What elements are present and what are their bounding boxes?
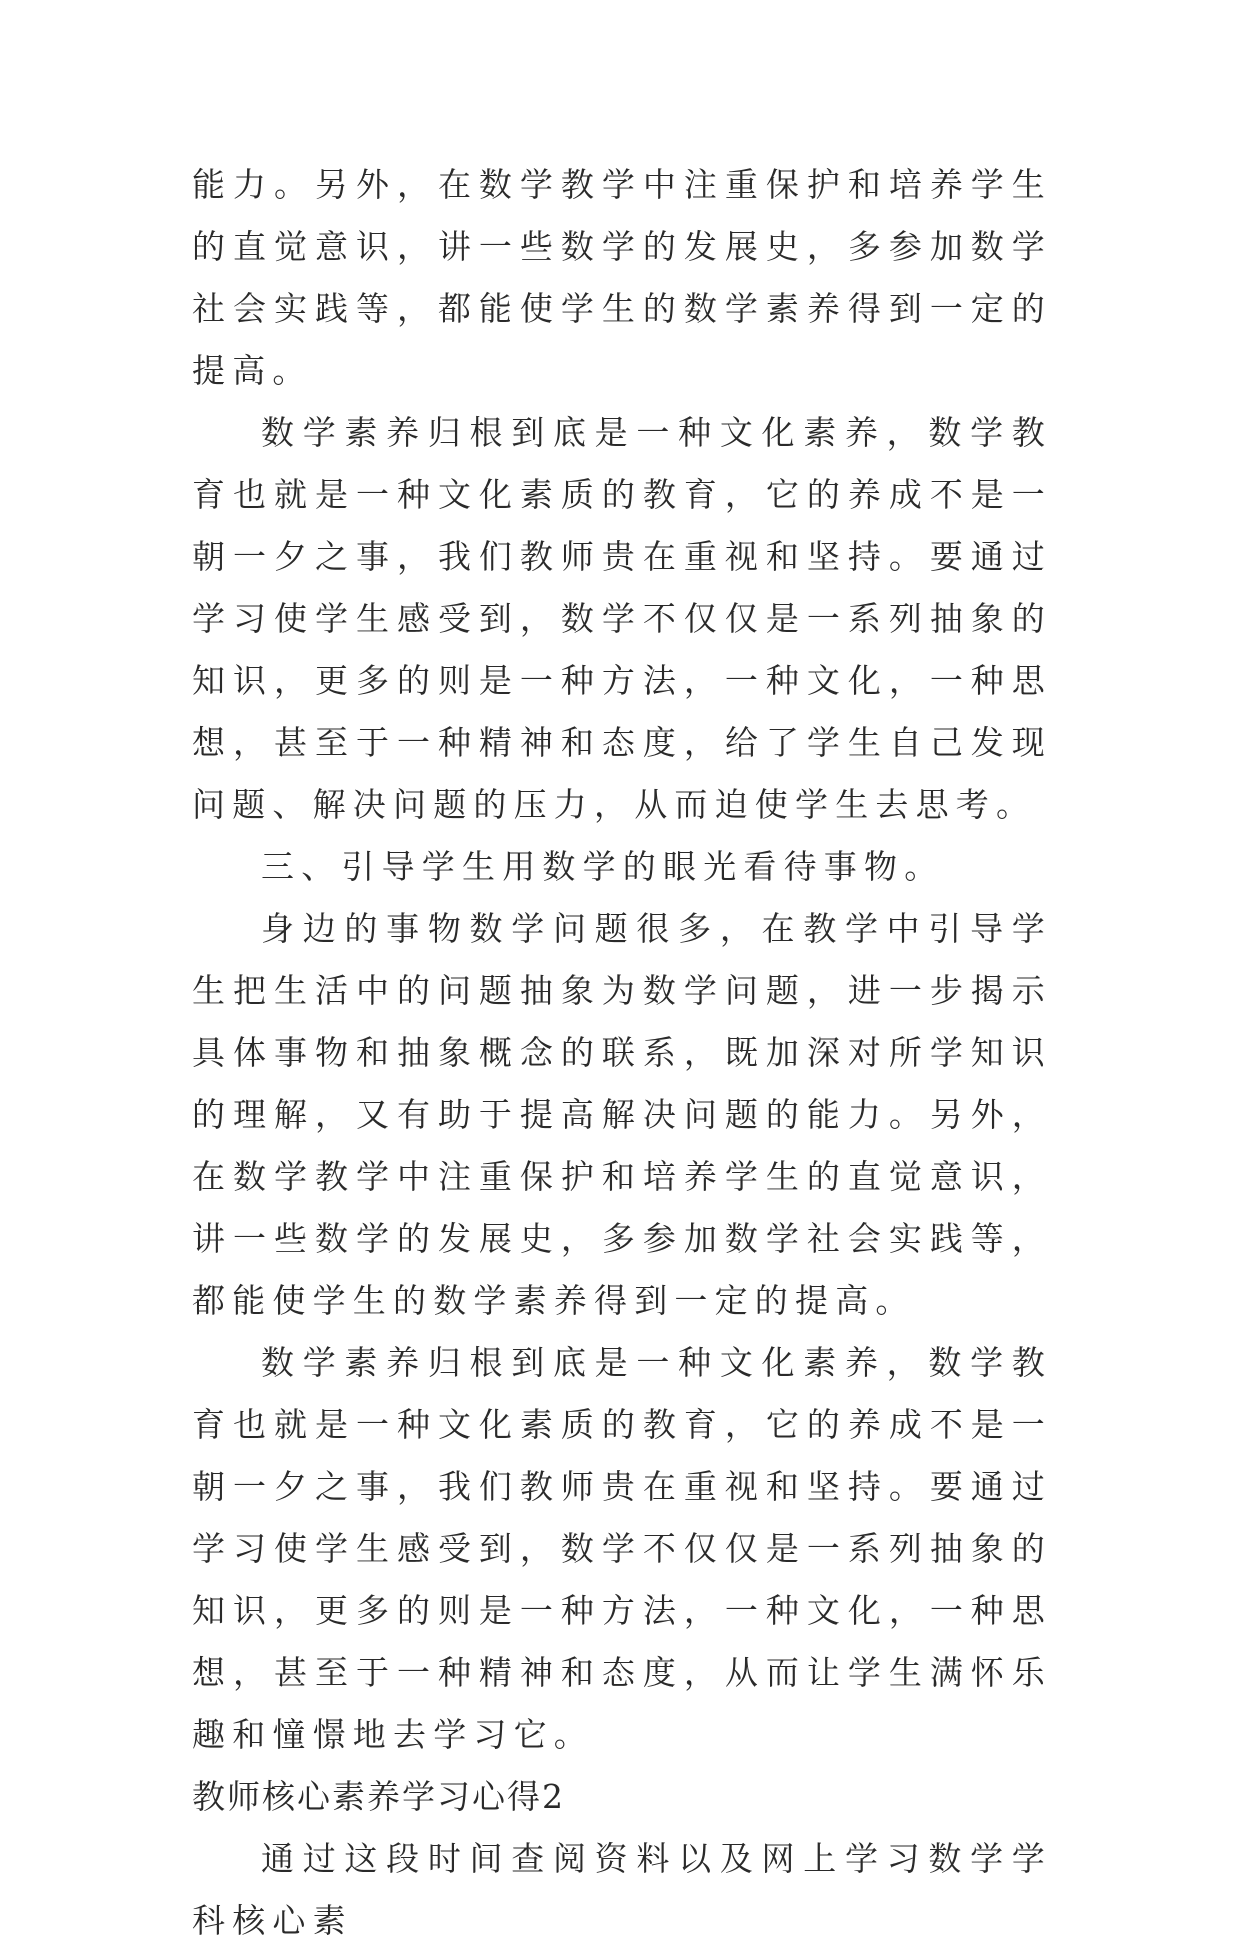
paragraph-5: 数学素养归根到底是一种文化素养，数学教育也就是一种文化素质的教育，它的养成不是一朝一夕之事，我们教师贵在重视和坚持。要通过学习使学生感受到，数学不仅仅是一系列抽象的知识，更多的则是一种方法，一种文化，一种思想，甚至于一种精神和态度，从而让学生满怀乐趣和憧憬地去学习它。 (192, 1343, 1052, 1754)
paragraph-1: 能力。另外，在数学教学中注重保护和培养学生的直觉意识，讲一些数学的发展史，多参加数学社会实践等，都能使学生的数学素养得到一定的提高。 (192, 165, 1052, 390)
paragraph-4: 身边的事物数学问题很多，在教学中引导学生把生活中的问题抽象为数学问题，进一步揭示具体事物和抽象概念的联系，既加深对所学知识的理解，又有助于提高解决问题的能力。另外，在数学教学中注重保护和培养学生的直觉意识，讲一些数学的发展史，多参加数学社会实践等，都能使学生的数学素养得到一定的提高。 (192, 909, 1052, 1320)
document-body (192, 154, 1052, 1952)
section-heading-3: 三、引导学生用数学的眼光看待事物。 (261, 847, 945, 886)
article-title-2: 教师核心素养学习心得2 (192, 1777, 565, 1816)
paragraph-2: 数学素养归根到底是一种文化素养，数学教育也就是一种文化素质的教育，它的养成不是一朝一夕之事，我们教师贵在重视和坚持。要通过学习使学生感受到，数学不仅仅是一系列抽象的知识，更多的则是一种方法，一种文化，一种思想，甚至于一种精神和态度，给了学生自己发现问题、解决问题的压力，从而迫使学生去思考。 (192, 413, 1052, 824)
paragraph-7: 通过这段时间查阅资料以及网上学习数学学科核心素 (192, 1839, 1052, 1940)
